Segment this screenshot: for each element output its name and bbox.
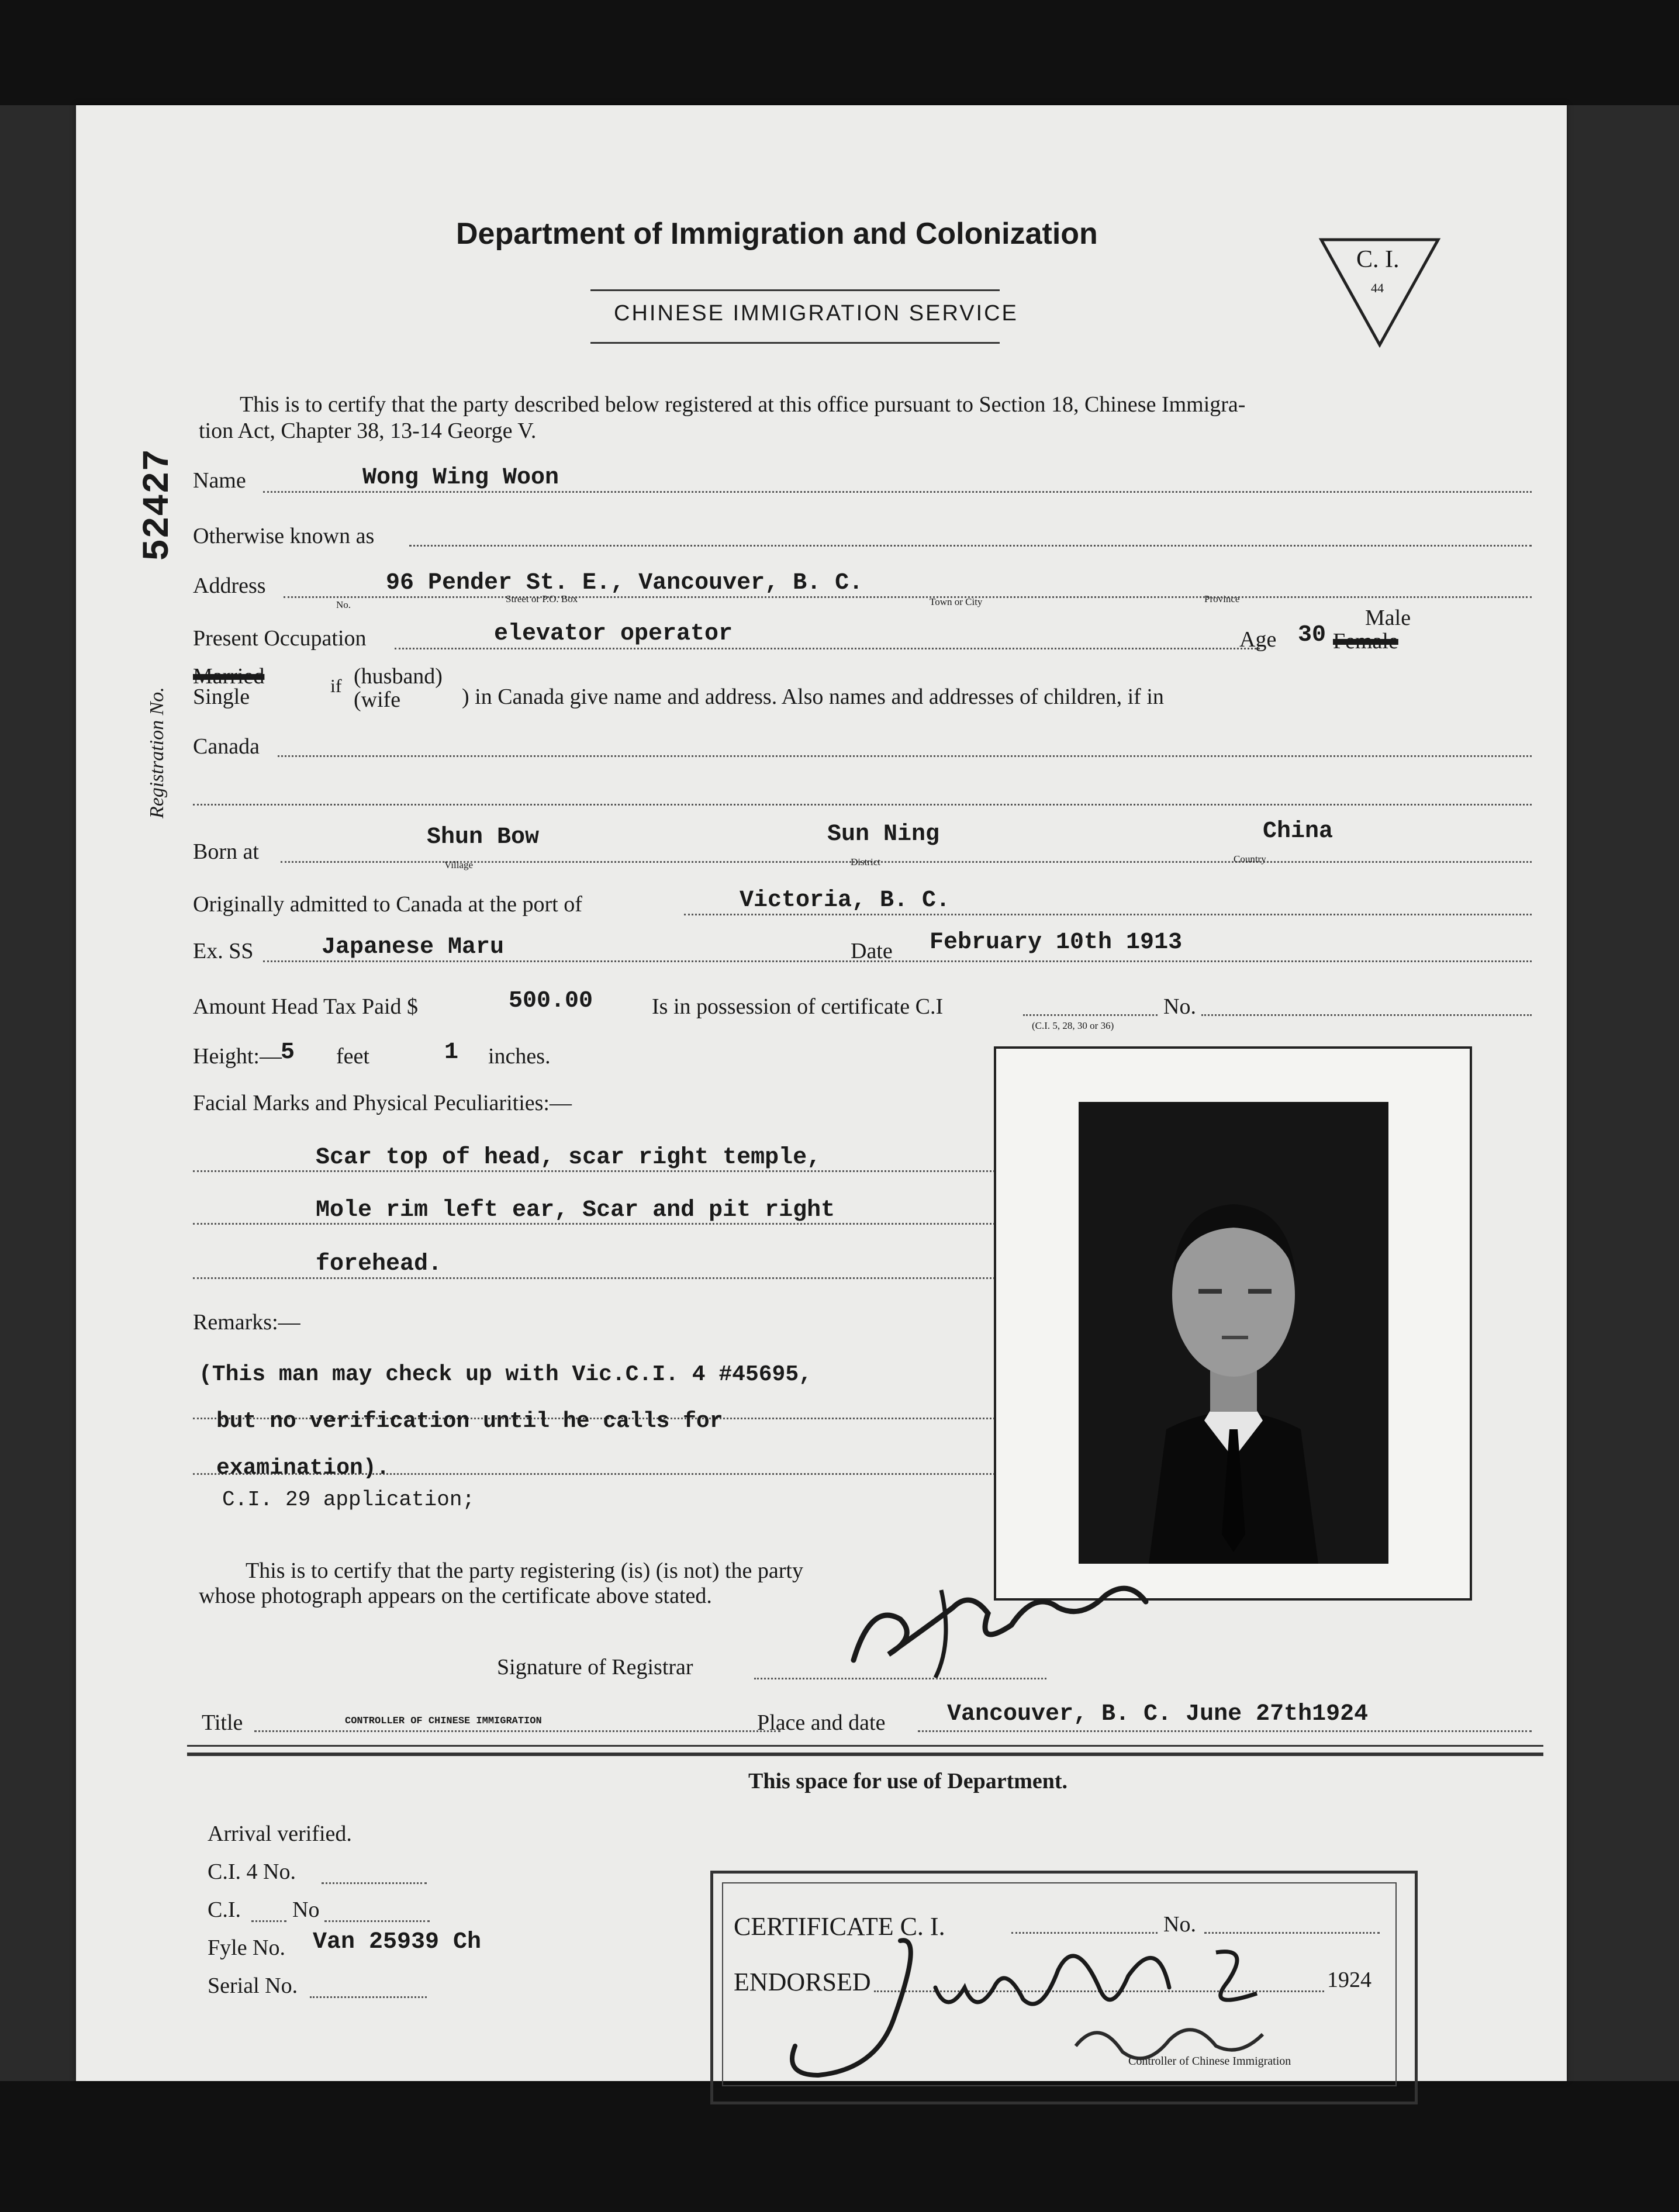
header-rule-top (590, 289, 1000, 291)
occupation-line (395, 648, 1260, 649)
ci-no-line (324, 1920, 430, 1922)
otherwise-label: Otherwise known as (193, 524, 375, 548)
address-value: 96 Pender St. E., Vancouver, B. C. (386, 570, 863, 596)
serial-label: Serial No. (208, 1973, 298, 1998)
stamp-handwriting (748, 1900, 1391, 2099)
applicant-photograph (1079, 1102, 1388, 1564)
marks-line-3-text: forehead. (316, 1251, 443, 1277)
certify-line-1: This is to certify that the party described below registered at this office pursuant to Section 18, Chinese Immigra- (240, 392, 1246, 417)
ci-no-label: No (292, 1898, 320, 1922)
registration-number: 52427 (137, 448, 179, 561)
title-line (254, 1730, 780, 1732)
address-label: Address (193, 573, 266, 598)
marks-label: Facial Marks and Physical Peculiarities:— (193, 1091, 572, 1115)
signature-line (754, 1678, 1046, 1679)
husband-label: (husband) (354, 664, 443, 689)
sex-male: Male (1365, 606, 1411, 630)
spouse-instructions: ) in Canada give name and address. Also names and addresses of children, if in (462, 685, 1164, 709)
height-label: Height:— (193, 1044, 282, 1069)
name-value: Wong Wing Woon (362, 465, 559, 491)
born-district-sub: District (851, 856, 880, 867)
stamp-no-label: No. (1163, 1912, 1196, 1937)
age-value: 30 (1298, 622, 1326, 648)
port-label: Originally admitted to Canada at the port of (193, 892, 582, 917)
height-inches: 1 (444, 1039, 459, 1066)
serial-line (310, 1996, 427, 1998)
remarks-line-4: C.I. 29 application; (222, 1488, 475, 1512)
registration-certificate (76, 105, 1567, 2081)
born-label: Born at (193, 839, 259, 864)
date-label: Date (851, 939, 893, 963)
marks-line-3 (193, 1277, 1041, 1279)
form-code: C. I. (1356, 246, 1400, 273)
address-sub-town: Town or City (930, 596, 983, 607)
single-label: Single (193, 685, 250, 709)
registration-label: Registration No. (146, 687, 168, 818)
born-country: China (1263, 818, 1333, 845)
ci-label: C.I. (208, 1898, 241, 1922)
cert-no-label: No. (1163, 994, 1196, 1019)
ci4-label: C.I. 4 No. (208, 1860, 296, 1884)
scan-border-top (0, 0, 1679, 105)
certify2-line-2: whose photograph appears on the certificate above stated. (199, 1584, 712, 1608)
divider-rule-1 (187, 1745, 1543, 1747)
born-district: Sun Ning (827, 821, 940, 848)
form-number: 44 (1371, 281, 1384, 295)
sex-struck: Female (1333, 629, 1398, 654)
signature-label: Signature of Registrar (497, 1655, 693, 1679)
if-label: if (330, 675, 342, 696)
canada-line-1 (278, 755, 1532, 757)
title-label: Title (202, 1710, 243, 1735)
tax-label: Amount Head Tax Paid $ (193, 994, 419, 1019)
ci4-line (322, 1882, 427, 1884)
header-rule-bottom (590, 342, 1000, 344)
name-line (263, 491, 1532, 493)
remarks-label: Remarks:— (193, 1310, 300, 1335)
address-line (284, 596, 1532, 598)
age-label: Age (1239, 627, 1277, 652)
stamp-bottom-label: Controller of Chinese Immigration (1128, 2055, 1291, 2068)
place-line (918, 1730, 1532, 1732)
service-title: CHINESE IMMIGRATION SERVICE (614, 301, 1018, 326)
arrival-verified: Arrival verified. (208, 1822, 352, 1846)
department-space-label: This space for use of Department. (748, 1769, 1068, 1793)
inches-label: inches. (488, 1044, 551, 1069)
otherwise-line (409, 545, 1532, 547)
ship-label: Ex. SS (193, 939, 254, 963)
canada-line-2 (193, 804, 1532, 806)
occupation-value: elevator operator (494, 621, 733, 647)
feet-label: feet (336, 1044, 369, 1069)
registrar-signature (836, 1555, 1163, 1689)
tax-value: 500.00 (509, 988, 593, 1014)
cert-no-line (1201, 1014, 1532, 1016)
port-line (684, 914, 1532, 915)
department-title: Department of Immigration and Colonization (456, 217, 1098, 251)
title-value: CONTROLLER OF CHINESE IMMIGRATION (345, 1716, 542, 1727)
occupation-label: Present Occupation (193, 626, 367, 651)
stamp-endorsed-label: ENDORSED (734, 1968, 871, 1996)
marks-line-2-text: Mole rim left ear, Scar and pit right (316, 1197, 835, 1223)
name-label: Name (193, 468, 246, 493)
divider-rule-2 (187, 1753, 1543, 1756)
born-village-sub: Village (444, 859, 474, 870)
remarks-line-3: examination). (216, 1456, 390, 1481)
cert-ci-line (1023, 1014, 1158, 1016)
fyle-value: Van 25939 Ch (313, 1929, 482, 1955)
fyle-label: Fyle No. (208, 1935, 285, 1960)
stamp-certificate-label: CERTIFICATE C. I. (734, 1912, 945, 1941)
place-label: Place and date (757, 1710, 886, 1735)
certify2-line-1: This is to certify that the party registering (is) (is not) the party (246, 1558, 803, 1583)
height-feet: 5 (281, 1039, 295, 1066)
date-value: February 10th 1913 (930, 929, 1183, 956)
marks-line-1-text: Scar top of head, scar right temple, (316, 1145, 821, 1171)
cert-possession-label: Is in possession of certificate C.I (652, 994, 944, 1019)
canada-label: Canada (193, 734, 260, 759)
certify-line-2: tion Act, Chapter 38, 13-14 George V. (199, 419, 537, 443)
remarks-line-2: but no verification until he calls for (216, 1409, 723, 1434)
ship-line (263, 960, 1532, 962)
address-sub-street: Street or P.O. Box (506, 593, 578, 604)
address-sub-no: No. (336, 599, 351, 610)
place-value: Vancouver, B. C. June 27th1924 (947, 1701, 1369, 1727)
ci-line (251, 1920, 286, 1922)
port-value: Victoria, B. C. (740, 887, 951, 914)
stamp-year: 1924 (1327, 1968, 1371, 1992)
address-sub-province: Province (1204, 593, 1240, 604)
wife-label: (wife (354, 687, 401, 712)
cert-sub-label: (C.I. 5, 28, 30 or 36) (1032, 1020, 1114, 1031)
born-country-sub: Country (1234, 853, 1266, 865)
remarks-line-1: (This man may check up with Vic.C.I. 4 #45695, (199, 1362, 812, 1387)
born-village: Shun Bow (427, 824, 540, 851)
married-struck: Married (193, 664, 265, 689)
ship-value: Japanese Maru (322, 934, 505, 960)
